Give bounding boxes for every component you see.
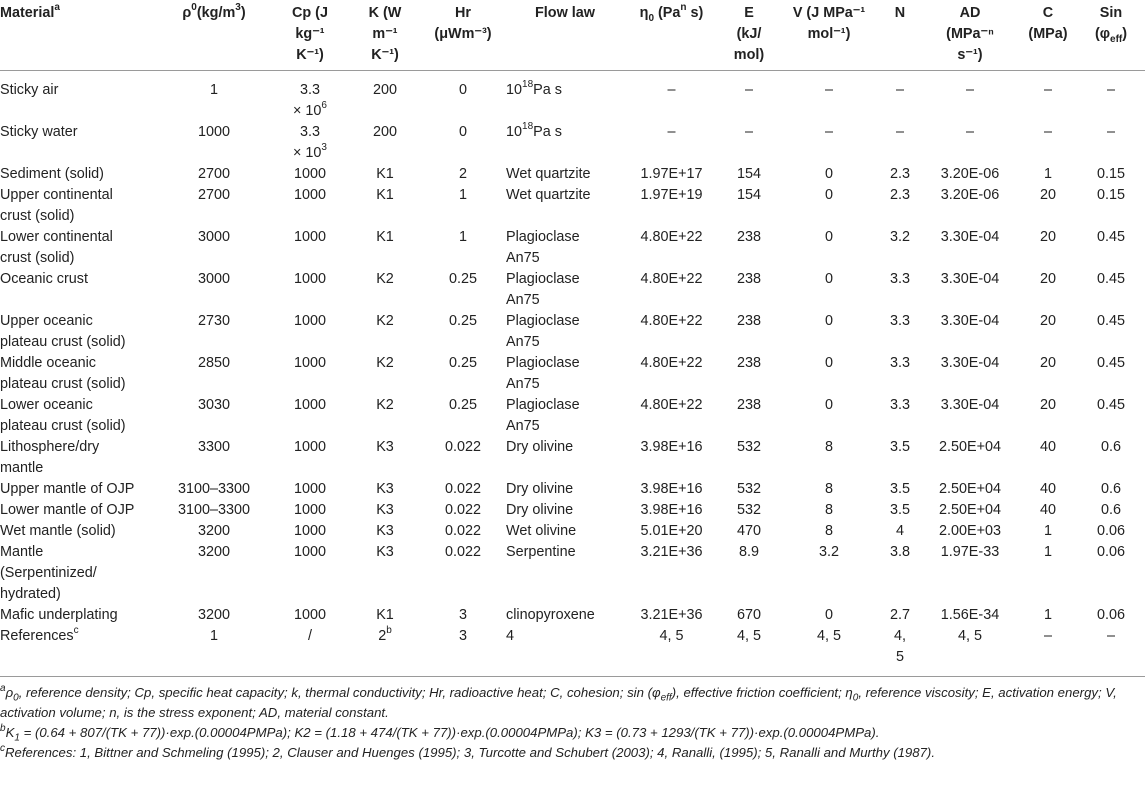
cell-ad: 3.20E-06 (940, 166, 1000, 182)
cell-flow: Plagioclase An75 (506, 313, 580, 350)
cell-sin: 0.15 (1096, 166, 1125, 182)
cell-n: 2.3 (889, 187, 910, 203)
cell-v: 0 (824, 166, 833, 182)
cell-e: 8.9 (738, 544, 759, 560)
col-header-n: N (894, 5, 906, 21)
cell-material: Upper continental crust (solid) (0, 187, 113, 224)
cell-cp: 1000 (293, 313, 326, 329)
cell-e: 238 (736, 229, 761, 245)
cell-rho: 3200 (197, 544, 230, 560)
cell-sin: – (1106, 628, 1115, 644)
cell-flow: Plagioclase An75 (506, 271, 580, 308)
table-row (0, 626, 1145, 677)
cell-e: – (744, 124, 753, 140)
col-header-density: $\rho^0(kg/m^3)$ (182, 2, 246, 21)
cell-ad: 2.50E+04 (938, 502, 1002, 518)
cell-ad: – (965, 124, 974, 140)
cell-k: K3 (376, 481, 394, 497)
cell-e: 4, 5 (736, 628, 761, 644)
cell-cp: 1000 (293, 166, 326, 182)
table-row (0, 269, 1145, 311)
cell-ad: 1.97E-33 (940, 544, 1000, 560)
table-row (0, 500, 1145, 521)
table-row (0, 437, 1145, 479)
cell-flow: 4 (506, 628, 515, 644)
cell-ad: 4, 5 (957, 628, 982, 644)
cell-v: 0 (824, 607, 833, 623)
col-header-v: V (J MPa⁻¹ mol⁻¹) (792, 5, 866, 42)
cell-ad: – (965, 82, 974, 98)
cell-k: K1 (376, 166, 394, 182)
cell-sin: 0.06 (1096, 544, 1125, 560)
cell-flow: Dry olivine (506, 502, 574, 518)
cell-c: 1 (1043, 607, 1052, 623)
col-header-e: E (kJ/ mol) (733, 5, 765, 63)
cell-e: 532 (736, 502, 761, 518)
cell-ad: 3.30E-04 (940, 397, 1000, 413)
cell-v: – (824, 82, 833, 98)
cell-hr: 1 (458, 187, 467, 203)
cell-k: K2 (376, 355, 394, 371)
cell-e: 532 (736, 439, 761, 455)
cell-sin: 0.06 (1096, 607, 1125, 623)
cell-eta: 4.80E+22 (640, 229, 703, 245)
cell-k: K2 (376, 397, 394, 413)
cell-ad: 2.50E+04 (938, 439, 1002, 455)
cell-k: K3 (376, 439, 394, 455)
cell-k: K3 (376, 544, 394, 560)
cell-material: Middle oceanic plateau crust (solid) (0, 355, 126, 392)
cell-hr: 0 (458, 124, 467, 140)
cell-cp: 1000 (293, 607, 326, 623)
cell-sin: 0.06 (1096, 523, 1125, 539)
cell-c: – (1043, 82, 1052, 98)
cell-hr: 0.25 (448, 313, 477, 329)
cell-sin: 0.6 (1100, 481, 1121, 497)
cell-material: Oceanic crust (0, 271, 88, 287)
cell-e: – (744, 82, 753, 98)
cell-hr: 0.25 (448, 271, 477, 287)
cell-c: 1 (1043, 523, 1052, 539)
cell-ad: 3.30E-04 (940, 355, 1000, 371)
cell-cp: 1000 (293, 355, 326, 371)
cell-material: Wet mantle (solid) (0, 523, 116, 539)
cell-e: 154 (736, 187, 761, 203)
table-row (0, 80, 1145, 122)
cell-n: – (895, 124, 904, 140)
cell-c: – (1043, 628, 1052, 644)
table-row (0, 353, 1145, 395)
cell-rho: 1 (209, 628, 218, 644)
cell-n: 3.3 (889, 355, 910, 371)
cell-sin: 0.45 (1096, 313, 1125, 329)
cell-cp: 1000 (293, 229, 326, 245)
cell-cp: 3.3 × $10^3$ (293, 124, 327, 161)
cell-eta: 4.80E+22 (640, 355, 703, 371)
cell-hr: 0.022 (444, 481, 481, 497)
col-header-material: Material$^a$ (0, 2, 60, 21)
cell-cp: 1000 (293, 271, 326, 287)
cell-rho: 2850 (197, 355, 230, 371)
cell-flow: $10^{18}Pa$ s (506, 121, 562, 140)
cell-eta: 4, 5 (659, 628, 684, 644)
cell-sin: – (1106, 124, 1115, 140)
cell-sin: 0.15 (1096, 187, 1125, 203)
cell-n: – (895, 82, 904, 98)
cell-sin: 0.45 (1096, 397, 1125, 413)
footnote-b: $^bK_1 = (0.64 + 807/(TK$ + 77))·exp.(0.00004PMPa); K2 = (1.18 + 474/(TK + 77))·exp.(0.00004PMPa); K3 = (0.73 + 1293/(TK + 77))·exp.(0.00004PMPa). (0, 722, 880, 744)
cell-eta: 3.21E+36 (640, 607, 703, 623)
cell-rho: 2700 (197, 187, 230, 203)
table-row (0, 521, 1145, 542)
cell-ad: 3.30E-04 (940, 271, 1000, 287)
cell-sin: 0.45 (1096, 271, 1125, 287)
cell-hr: 2 (458, 166, 467, 182)
cell-cp: / (308, 628, 312, 644)
cell-sin: – (1106, 82, 1115, 98)
cell-n: 3.5 (889, 481, 910, 497)
cell-v: – (824, 124, 833, 140)
cell-c: 20 (1039, 313, 1056, 329)
cell-eta: 3.98E+16 (640, 502, 703, 518)
cell-n: 3.3 (889, 271, 910, 287)
cell-hr: 0.022 (444, 502, 481, 518)
cell-v: 0 (824, 397, 833, 413)
cell-hr: 1 (458, 229, 467, 245)
cell-n: 4, 5 (893, 628, 906, 665)
cell-eta: 3.98E+16 (640, 439, 703, 455)
cell-material: References$^c$ (0, 625, 79, 644)
cell-n: 3.3 (889, 313, 910, 329)
cell-material: Mantle (Serpentinized/ hydrated) (0, 544, 97, 602)
cell-flow: Wet quartzite (506, 187, 591, 203)
cell-n: 2.3 (889, 166, 910, 182)
cell-rho: 3100–3300 (177, 502, 251, 518)
cell-ad: 3.30E-04 (940, 313, 1000, 329)
cell-cp: 1000 (293, 523, 326, 539)
cell-v: 0 (824, 187, 833, 203)
cell-material: Lower continental crust (solid) (0, 229, 113, 266)
cell-rho: 3300 (197, 439, 230, 455)
cell-cp: 3.3 × $10^6$ (293, 82, 327, 119)
cell-n: 4 (895, 523, 904, 539)
cell-rho: 3000 (197, 229, 230, 245)
cell-c: 40 (1039, 481, 1056, 497)
cell-c: 20 (1039, 187, 1056, 203)
cell-n: 3.8 (889, 544, 910, 560)
cell-eta: 3.21E+36 (640, 544, 703, 560)
table-row (0, 542, 1145, 605)
table-row (0, 479, 1145, 500)
cell-k: K3 (376, 502, 394, 518)
cell-e: 238 (736, 397, 761, 413)
table-row (0, 227, 1145, 269)
table-row (0, 185, 1145, 227)
cell-flow: clinopyroxene (506, 607, 595, 623)
cell-k: 2$^b$ (378, 625, 392, 644)
cell-n: 3.5 (889, 502, 910, 518)
cell-eta: 5.01E+20 (640, 523, 703, 539)
cell-k: K1 (376, 607, 394, 623)
cell-hr: 3 (458, 628, 467, 644)
cell-cp: 1000 (293, 544, 326, 560)
cell-eta: 1.97E+19 (640, 187, 703, 203)
cell-hr: 0.022 (444, 544, 481, 560)
table-row (0, 164, 1145, 185)
table-body (0, 71, 1145, 677)
cell-flow: Dry olivine (506, 439, 574, 455)
cell-e: 238 (736, 355, 761, 371)
cell-flow: Wet olivine (506, 523, 577, 539)
cell-eta: 4.80E+22 (640, 397, 703, 413)
footnote-a: $^a\rho_0$, reference density; Cp, specific heat capacity; k, thermal conductivity; Hr, radioactive heat; C, cohesion; $\sin (\varphi_{eff})$, effective friction coefficient; $\eta_0$, reference viscosity; E, activation energy; V, activation volume; n, is the stress exponent; AD, material constant. (0, 682, 1117, 720)
cell-k: K2 (376, 271, 394, 287)
footnote-c: $^c$References: 1, Bittner and Schmeling (1995); 2, Clauser and Huenges (1995); 3, Turcotte and Schubert (2003); 4, Ranalli, (1995); 5, Ranalli and Murthy (1987). (0, 742, 935, 760)
cell-ad: 3.20E-06 (940, 187, 1000, 203)
cell-rho: 1000 (197, 124, 230, 140)
cell-rho: 1 (209, 82, 218, 98)
cell-e: 532 (736, 481, 761, 497)
cell-cp: 1000 (293, 397, 326, 413)
cell-c: 1 (1043, 544, 1052, 560)
cell-material: Mafic underplating (0, 607, 118, 623)
cell-material: Upper oceanic plateau crust (solid) (0, 313, 126, 350)
cell-v: 8 (824, 481, 833, 497)
col-header-c: C (MPa) (1028, 5, 1068, 42)
cell-v: 8 (824, 439, 833, 455)
cell-sin: 0.45 (1096, 229, 1125, 245)
cell-eta: 1.97E+17 (640, 166, 703, 182)
cell-v: 8 (824, 502, 833, 518)
cell-v: 0 (824, 355, 833, 371)
cell-k: 200 (372, 124, 397, 140)
table-row (0, 311, 1145, 353)
cell-v: 8 (824, 523, 833, 539)
cell-cp: 1000 (293, 481, 326, 497)
cell-c: – (1043, 124, 1052, 140)
cell-k: 200 (372, 82, 397, 98)
cell-cp: 1000 (293, 439, 326, 455)
col-header-cp: Cp (J kg⁻¹ K⁻¹) (292, 5, 328, 63)
col-header-ad: AD (MPa⁻ⁿ s⁻¹) (946, 5, 994, 63)
cell-eta: 3.98E+16 (640, 481, 703, 497)
cell-rho: 2700 (197, 166, 230, 182)
cell-n: 3.5 (889, 439, 910, 455)
cell-sin: 0.6 (1100, 502, 1121, 518)
cell-flow: Wet quartzite (506, 166, 591, 182)
cell-k: K1 (376, 187, 394, 203)
cell-c: 20 (1039, 355, 1056, 371)
cell-material: Lower oceanic plateau crust (solid) (0, 397, 126, 434)
cell-ad: 2.00E+03 (938, 523, 1002, 539)
cell-hr: 3 (458, 607, 467, 623)
cell-c: 20 (1039, 397, 1056, 413)
cell-e: 154 (736, 166, 761, 182)
cell-v: 4, 5 (816, 628, 841, 644)
cell-c: 20 (1039, 271, 1056, 287)
cell-flow: Plagioclase An75 (506, 229, 580, 266)
cell-n: 3.3 (889, 397, 910, 413)
cell-flow: Serpentine (506, 544, 576, 560)
table-row (0, 122, 1145, 164)
cell-ad: 2.50E+04 (938, 481, 1002, 497)
cell-rho: 3100–3300 (177, 481, 251, 497)
col-header-sin: Sin $(\varphi_{eff})$ (1094, 5, 1128, 45)
cell-rho: 3200 (197, 523, 230, 539)
cell-e: 470 (736, 523, 761, 539)
cell-hr: 0.022 (444, 523, 481, 539)
cell-n: 3.2 (889, 229, 910, 245)
cell-n: 2.7 (889, 607, 910, 623)
cell-cp: 1000 (293, 502, 326, 518)
cell-material: Lower mantle of OJP (0, 502, 135, 518)
cell-eta: – (667, 124, 676, 140)
cell-e: 238 (736, 313, 761, 329)
table-row (0, 395, 1145, 437)
cell-c: 40 (1039, 502, 1056, 518)
cell-c: 40 (1039, 439, 1056, 455)
cell-hr: 0 (458, 82, 467, 98)
table-row (0, 605, 1145, 626)
cell-hr: 0.25 (448, 355, 477, 371)
cell-eta: 4.80E+22 (640, 313, 703, 329)
cell-c: 20 (1039, 229, 1056, 245)
cell-hr: 0.022 (444, 439, 481, 455)
cell-e: 670 (736, 607, 761, 623)
header-row (0, 0, 1145, 71)
cell-e: 238 (736, 271, 761, 287)
cell-material: Upper mantle of OJP (0, 481, 135, 497)
col-header-hr: Hr (μWm⁻³) (434, 5, 492, 42)
cell-v: 0 (824, 313, 833, 329)
cell-flow: Dry olivine (506, 481, 574, 497)
cell-eta: 4.80E+22 (640, 271, 703, 287)
cell-rho: 3000 (197, 271, 230, 287)
cell-rho: 3030 (197, 397, 230, 413)
cell-material: Sediment (solid) (0, 166, 104, 182)
cell-rho: 3200 (197, 607, 230, 623)
cell-material: Sticky air (0, 82, 59, 98)
cell-k: K2 (376, 313, 394, 329)
cell-sin: 0.6 (1100, 439, 1121, 455)
cell-flow: Plagioclase An75 (506, 397, 580, 434)
cell-v: 0 (824, 229, 833, 245)
table-footnotes (0, 683, 1145, 763)
cell-k: K3 (376, 523, 394, 539)
cell-k: K1 (376, 229, 394, 245)
cell-hr: 0.25 (448, 397, 477, 413)
cell-flow: Plagioclase An75 (506, 355, 580, 392)
col-header-viscosity: $\eta_0$ (Pa$^n$ s) (639, 2, 704, 24)
cell-ad: 3.30E-04 (940, 229, 1000, 245)
cell-eta: – (667, 82, 676, 98)
cell-cp: 1000 (293, 187, 326, 203)
cell-c: 1 (1043, 166, 1052, 182)
cell-flow: $10^{18}Pa$ s (506, 79, 562, 98)
cell-ad: 1.56E-34 (940, 607, 1000, 623)
cell-rho: 2730 (197, 313, 230, 329)
cell-material: Sticky water (0, 124, 78, 140)
col-header-flow-law: Flow law (535, 5, 595, 21)
cell-v: 3.2 (818, 544, 839, 560)
cell-sin: 0.45 (1096, 355, 1125, 371)
cell-material: Lithosphere/dry mantle (0, 439, 100, 476)
cell-v: 0 (824, 271, 833, 287)
col-header-k: K (W m⁻¹ K⁻¹) (368, 5, 402, 63)
